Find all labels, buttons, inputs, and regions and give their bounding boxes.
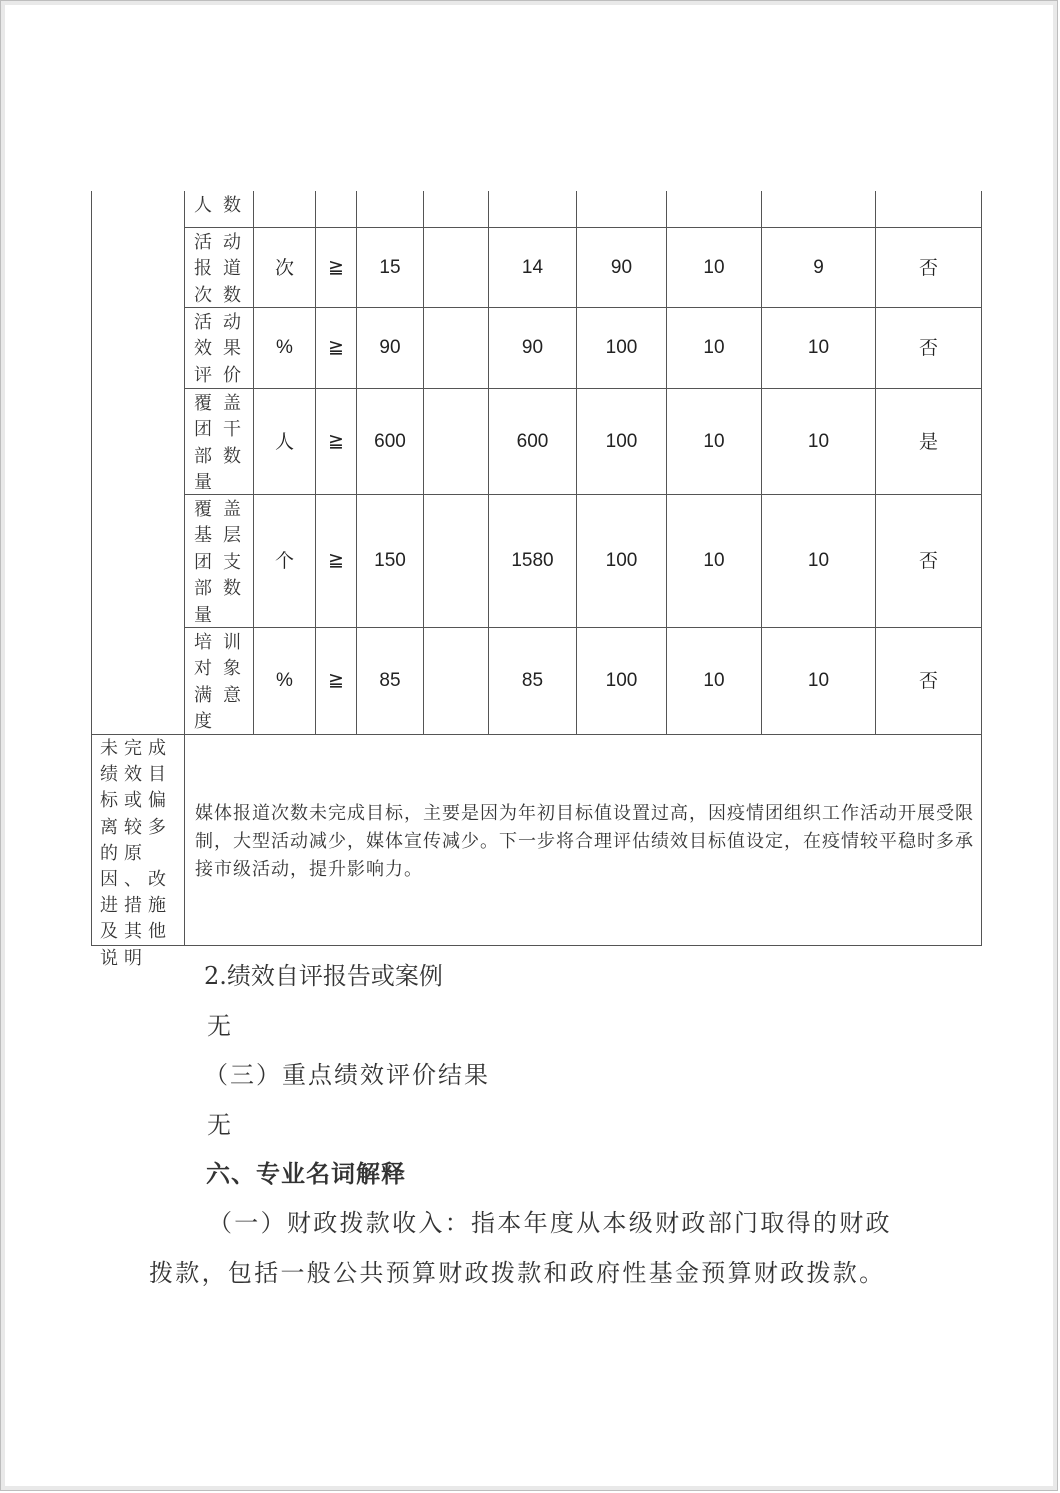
actual-value-cell: 1580 (511, 550, 554, 571)
score-cell: 10 (807, 670, 830, 691)
flag-cell: 是 (918, 430, 938, 453)
unit-cell: 次 (274, 256, 294, 279)
actual-value-cell: 90 (521, 337, 544, 358)
section-3-body: 无 (207, 1111, 231, 1139)
flag-cell: 否 (918, 256, 938, 279)
flag-cell: 否 (918, 670, 938, 692)
score-cell: 9 (813, 256, 824, 278)
reason-label: 未完成绩效目标或偏离较多的原因、改进措施及其他说明 (100, 738, 172, 969)
unit-cell: % (276, 337, 293, 358)
definition-1-line-2: 拨款，包括一般公共预算财政拨款和政府性基金预算财政拨款。 (149, 1259, 886, 1287)
indicator-cell: 活动报道次数 (194, 232, 252, 306)
weight-cell: 10 (703, 256, 725, 278)
target-value-cell: 90 (379, 337, 401, 358)
unit-cell: 人 (274, 430, 294, 453)
target-value-cell: 85 (379, 670, 401, 691)
weight-cell: 10 (703, 670, 725, 691)
weight-cell: 10 (703, 550, 725, 571)
weight-cell: 10 (703, 337, 725, 358)
section-2-title: 2.绩效自评报告或案例 (204, 962, 443, 990)
table-border-right (981, 191, 982, 946)
operator-cell: ≧ (328, 256, 344, 278)
flag-cell: 否 (918, 550, 938, 572)
table-border-bottom (91, 945, 982, 946)
operator-cell: ≧ (328, 430, 344, 452)
operator-cell: ≧ (328, 337, 344, 358)
indicator-cell: 覆盖基层团支部数量 (194, 499, 252, 626)
operator-cell: ≧ (328, 670, 344, 691)
section-6-title: 六、专业名词解释 (206, 1160, 406, 1188)
score-cell: 10 (807, 430, 830, 452)
actual-value-cell: 85 (521, 670, 544, 691)
completion-cell: 100 (605, 337, 638, 358)
actual-value-cell: 14 (521, 256, 544, 278)
target-value-cell: 15 (379, 256, 401, 278)
indicator-cell: 覆盖团干部数量 (194, 393, 252, 494)
completion-cell: 100 (605, 670, 638, 691)
unit-cell: % (276, 670, 293, 691)
section-3-title: （三）重点绩效评价结果 (204, 1061, 490, 1089)
weight-cell: 10 (703, 430, 725, 452)
section-2-body: 无 (207, 1012, 231, 1040)
table-divider (423, 191, 424, 734)
unit-cell: 个 (274, 550, 294, 572)
score-cell: 10 (807, 337, 830, 358)
indicator-cell: 人数 (194, 195, 252, 216)
completion-cell: 90 (610, 256, 633, 278)
definition-1-line-1: （一）财政拨款收入：指本年度从本级财政部门取得的财政 (208, 1209, 892, 1237)
indicator-cell: 培训对象满意度 (194, 632, 252, 733)
flag-cell: 否 (918, 337, 938, 359)
target-value-cell: 150 (374, 550, 406, 571)
completion-cell: 100 (605, 430, 638, 452)
target-value-cell: 600 (374, 430, 406, 452)
indicator-cell: 活动效果评价 (194, 312, 252, 386)
actual-value-cell: 600 (516, 430, 549, 452)
table-divider (184, 191, 185, 946)
reason-text: 媒体报道次数未完成目标，主要是因为年初目标值设置过高，因疫情团组织工作活动开展受限制，大型活动减少，媒体宣传减少。下一步将合理评估绩效目标值设定，在疫情较平稳时多承接市级活动，提升影响力。 (195, 803, 974, 880)
operator-cell: ≧ (328, 550, 344, 571)
table-border-left (91, 191, 92, 946)
completion-cell: 100 (605, 550, 638, 571)
score-cell: 10 (807, 550, 830, 571)
